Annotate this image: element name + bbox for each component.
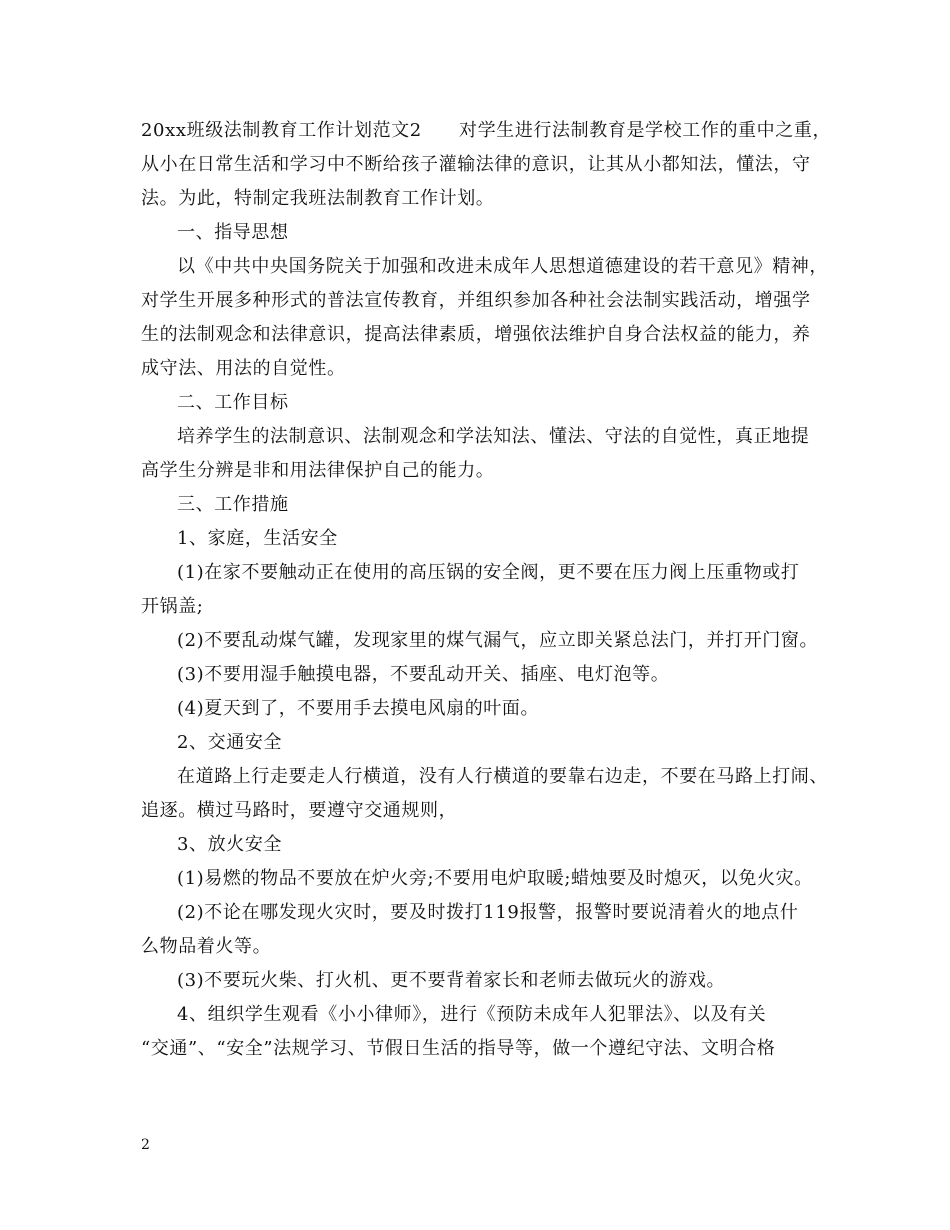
text-line: (4)夏天到了，不要用手去摸电风扇的叶面。	[177, 698, 540, 719]
text-line: (1)易燃的物品不要放在炉火旁;不要用电炉取暖;蜡烛要及时熄灭，以免火灾。	[177, 868, 813, 889]
text-line: 2、交通安全	[177, 732, 283, 753]
text-line: 成守法、用法的自觉性。	[141, 358, 346, 379]
text-line: (2)不论在哪发现火灾时，要及时拨打119报警，报警时要说清着火的地点什	[177, 902, 799, 923]
text-line: 二、工作目标	[177, 392, 289, 413]
text-line: 追逐。横过马路时，要遵守交通规则，	[141, 800, 458, 821]
text-line: 法。为此，特制定我班法制教育工作计划。	[141, 188, 495, 209]
text-line: 高学生分辨是非和用法律保护自己的能力。	[141, 460, 495, 481]
page-number: 2	[141, 1137, 150, 1153]
text-line: 开锅盖;	[141, 596, 204, 617]
document-body	[141, 114, 832, 1066]
text-line: 么物品着火等。	[141, 936, 272, 957]
text-line: 从小在日常生活和学习中不断给孩子灌输法律的意识，让其从小都知法，懂法，守	[141, 154, 811, 175]
text-line: (3)不要用湿手触摸电器，不要乱动开关、插座、电灯泡等。	[177, 664, 670, 685]
text-line: (3)不要玩火柴、打火机、更不要背着家长和老师去做玩火的游戏。	[177, 970, 726, 991]
text-line: 3、放火安全	[177, 834, 283, 855]
text-line: 以《中共中央国务院关于加强和改进未成年人思想道德建设的若干意见》精神，	[177, 256, 828, 277]
text-line: 1、家庭，生活安全	[177, 528, 338, 549]
text-line: 在道路上行走要走人行横道，没有人行横道的要靠右边走，不要在马路上打闹、	[177, 766, 828, 787]
text-line: 对学生开展多种形式的普法宣传教育，并组织参加各种社会法制实践活动，增强学	[141, 290, 811, 311]
text-line: 生的法制观念和法律意识，提高法律素质，增强依法维护自身合法权益的能力，养	[141, 324, 811, 345]
text-line: “交通”、“安全”法规学习、节假日生活的指导等，做一个遵纪守法、文明合格	[141, 1038, 776, 1059]
text-line: 20xx班级法制教育工作计划范文2 对学生进行法制教育是学校工作的重中之重，	[141, 120, 832, 141]
text-line: (1)在家不要触动正在使用的高压锅的安全阀，更不要在压力阀上压重物或打	[177, 562, 800, 583]
text-line: 一、指导思想	[177, 222, 289, 243]
text-line: 三、工作措施	[177, 494, 289, 515]
text-line: 4、组织学生观看《小小律师》，进行《预防未成年人犯罪法》、以及有关	[177, 1004, 767, 1025]
text-line: (2)不要乱动煤气罐，发现家里的煤气漏气，应立即关紧总法门，并打开门窗。	[177, 630, 819, 651]
text-line: 培养学生的法制意识、法制观念和学法知法、懂法、守法的自觉性，真正地提	[177, 426, 810, 447]
